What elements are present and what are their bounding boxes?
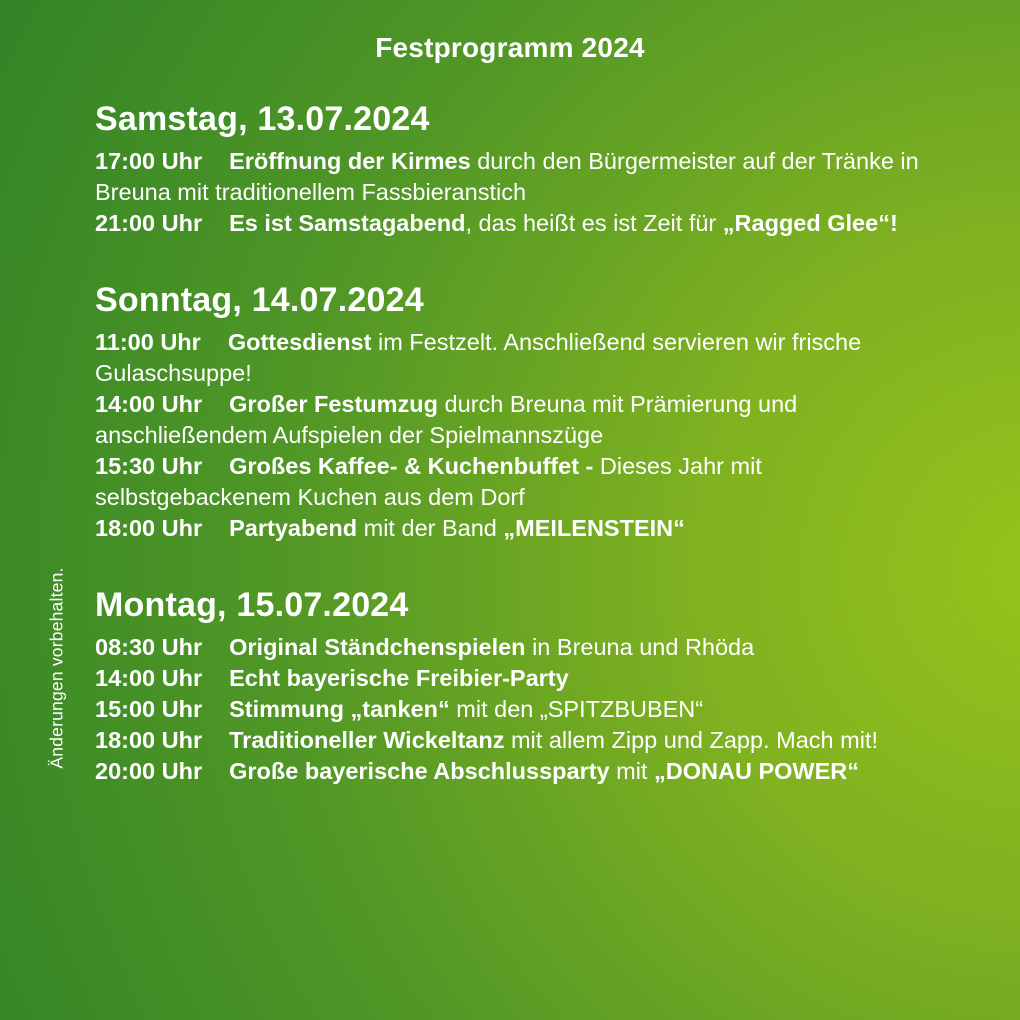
event-line [95,451,927,513]
event-line [95,208,927,239]
program-schedule [95,100,927,829]
event-text: im Festzelt. Anschließend servieren wir frische Gulaschsuppe! [95,329,862,387]
day-section [95,100,927,239]
event-time: 17:00 Uhr [95,148,203,175]
event-text-bold: „Ragged Glee“! [722,210,898,237]
page-title: Festprogramm 2024 [375,32,645,63]
event-time: 20:00 Uhr [95,758,203,785]
event-text-bold: Traditioneller Wickeltanz [229,727,505,754]
event-line [95,725,927,756]
event-time: 14:00 Uhr [95,391,203,418]
day-heading: Sonntag, 14.07.2024 [95,281,424,320]
event-text-bold: Eröffnung der Kirmes [229,148,471,175]
event-text-bold: Großes Kaffee- & Kuchenbuffet - [229,453,600,480]
event-line [95,327,927,389]
event-text-bold: Großer Festumzug [229,391,439,418]
event-text-bold: Stimmung „tanken“ [229,696,450,723]
event-text: mit der Band [357,515,504,542]
day-section [95,586,927,787]
day-heading: Samstag, 13.07.2024 [95,100,430,138]
day-section [95,281,927,544]
event-text: mit allem Zipp und Zapp. Mach mit! [504,727,878,754]
event-line [95,756,927,787]
day-heading: Montag, 15.07.2024 [95,586,409,625]
event-text: Dieses Jahr mit selbstgebackenem Kuchen aus dem Dorf [95,453,762,511]
event-time: 08:30 Uhr [95,634,203,661]
event-text: in Breuna und Rhöda [525,634,755,661]
event-text: mit [609,758,654,785]
event-line [95,513,927,544]
event-text: durch den Bürgermeister auf der Tränke in Breuna mit traditionellem Fassbieranstich [95,148,919,206]
event-time: 11:00 Uhr [95,329,201,356]
event-line [95,632,927,663]
event-line [95,694,927,725]
event-text-bold: Echt bayerische Freibier-Party [229,665,569,692]
event-text: mit den „SPITZBUBEN“ [449,696,704,723]
event-time: 15:30 Uhr [95,453,203,480]
event-text-bold: „MEILENSTEIN“ [503,515,685,542]
event-text-bold: Gottesdienst [227,329,372,356]
event-text-bold: „DONAU POWER“ [654,758,859,785]
event-time: 18:00 Uhr [95,515,203,542]
event-line [95,663,927,694]
event-text-bold: Große bayerische Abschlussparty [229,758,610,785]
event-text: , das heißt es ist Zeit für [465,210,723,237]
event-text-bold: Es ist Samstagabend [229,210,466,237]
event-time: 18:00 Uhr [95,727,203,754]
event-line [95,146,927,208]
changes-reserved-note: Änderungen vorbehalten. [46,567,67,769]
event-time: 14:00 Uhr [95,665,203,692]
event-text: durch Breuna mit Prämierung und anschließendem Aufspielen der Spielmannszüge [95,391,798,449]
event-text-bold: Partyabend [229,515,358,542]
event-time: 21:00 Uhr [95,210,203,237]
event-text-bold: Original Ständchenspielen [229,634,526,661]
event-line [95,389,927,451]
event-time: 15:00 Uhr [95,696,203,723]
